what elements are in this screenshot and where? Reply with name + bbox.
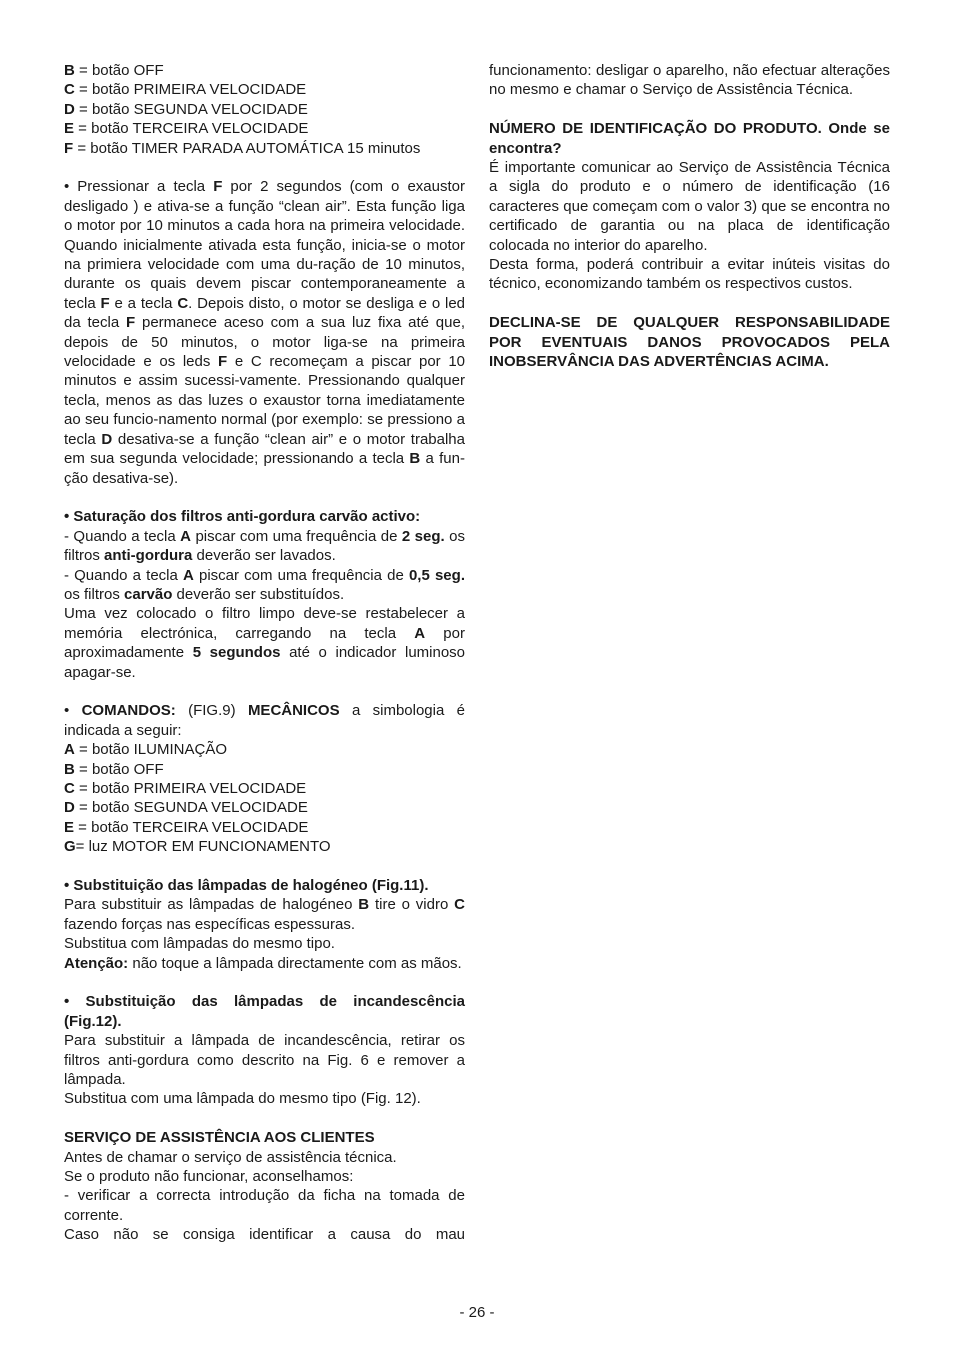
bold-text: A — [414, 624, 426, 642]
bold-text: D — [64, 100, 75, 118]
text: = botão TERCEIRA VELOCIDADE — [74, 818, 309, 836]
text: a simbologia é indicada a seguir: — [64, 702, 465, 739]
paragraph — [489, 158, 890, 255]
paragraph — [64, 604, 465, 682]
text: os filtros — [64, 585, 125, 603]
bold-text: 0,5 seg. — [408, 566, 465, 584]
text: (FIG.9) — [175, 702, 248, 720]
bold-text: • Substituição das lâmpadas de incandescência (Fig.12). — [64, 993, 465, 1030]
text: - Quando a tecla — [64, 566, 183, 584]
text: não toque a lâmpada directamente com as mãos. — [128, 954, 462, 972]
text: - verificar a correcta introdução da ficha na tomada de corrente. — [64, 1187, 465, 1224]
bold-text: MECÂNICOS — [247, 702, 340, 720]
bold-text: A — [180, 527, 191, 545]
text: a fun-ção desativa-se). — [64, 450, 465, 487]
bold-text: F — [213, 178, 223, 196]
paragraph — [489, 61, 890, 100]
text: fazendo forças nas específicas espessuras. — [64, 915, 355, 933]
paragraph — [64, 740, 465, 759]
paragraph — [64, 100, 465, 119]
text: Se o produto não funcionar, aconselhamos: — [64, 1168, 354, 1186]
text: Desta forma, poderá contribuir a evitar inúteis visitas do técnico, economizando também os respectivos custos. — [489, 256, 890, 293]
bold-text: B — [358, 896, 370, 914]
bold-text: DECLINA-SE DE QUALQUER RESPONSABILIDADE POR EVENTUAIS DANOS PROVOCADOS PELA INOBSERVÂNCIA DAS ADVERTÊNCIAS ACIMA. — [489, 314, 890, 371]
bold-text: anti-gordura — [104, 547, 193, 565]
paragraph — [64, 1225, 465, 1244]
paragraph — [489, 255, 890, 294]
paragraph — [489, 119, 890, 158]
text: os filtros — [64, 527, 465, 565]
text-block — [64, 876, 465, 973]
text-block — [489, 313, 890, 371]
text-block — [489, 61, 890, 100]
text: funcionamento: desligar o aparelho, não efectuar alterações no mesmo e chamar o Serviço de Assistência Técnica. — [489, 62, 890, 99]
text-block — [64, 61, 465, 158]
text: deverão ser lavados. — [192, 547, 336, 565]
paragraph — [64, 895, 465, 934]
paragraph — [64, 1089, 465, 1108]
paragraph — [64, 1128, 465, 1147]
paragraph — [489, 313, 890, 371]
text: Para substituir a lâmpada de incandescência, retirar os filtros anti-gordura como descrito na Fig. 6 e remover a lâmpada. — [64, 1032, 465, 1089]
text-block — [489, 119, 890, 294]
paragraph — [64, 119, 465, 138]
bold-text: 2 seg. — [401, 527, 445, 545]
text: = luz MOTOR EM FUNCIONAMENTO — [75, 838, 331, 856]
right-column — [489, 61, 890, 391]
paragraph — [64, 1148, 465, 1167]
text-block — [64, 507, 465, 682]
bold-text: A — [64, 741, 75, 759]
text: = botão ILUMINAÇÃO — [74, 741, 227, 759]
text: e a tecla — [109, 294, 178, 312]
page-number: - 26 - — [459, 1304, 495, 1321]
paragraph — [64, 818, 465, 837]
text: por 2 segundos (com o exaustor desligado ) e ativa-se a função “clean air”. Esta função liga o motor por 10 minutos a cada hora na primeira velocidade. Quando inicialmente ativada esta função, inicia-se o motor na primiera velocidade com uma du-ração de 10 minutos, durante os quais devem piscar contemporaneamente a tecla — [64, 178, 465, 312]
text: piscar com uma frequência de — [193, 566, 409, 584]
paragraph — [64, 760, 465, 779]
bold-text: Atenção: — [64, 954, 129, 972]
bold-text: D — [64, 799, 75, 817]
paragraph — [64, 934, 465, 953]
bold-text: SERVIÇO DE ASSISTÊNCIA AOS CLIENTES — [64, 1129, 375, 1147]
text: - Quando a tecla — [64, 527, 181, 545]
text: = botão OFF — [74, 62, 164, 79]
bold-text: E — [64, 818, 75, 836]
bold-text: C — [177, 294, 189, 312]
bold-text: D — [101, 430, 113, 448]
text: Substitua com uma lâmpada do mesmo tipo (Fig. 12). — [64, 1090, 421, 1108]
paragraph — [64, 1031, 465, 1089]
paragraph — [64, 139, 465, 158]
bold-text: B — [409, 450, 421, 468]
paragraph — [64, 701, 465, 740]
paragraph — [64, 992, 465, 1031]
paragraph — [64, 837, 465, 856]
text: = botão SEGUNDA VELOCIDADE — [74, 100, 308, 118]
text: piscar com uma frequência de — [191, 527, 402, 545]
bold-text: • Substituição das lâmpadas de halogéneo (Fig.11). — [64, 877, 429, 894]
text: • Pressionar a tecla — [64, 178, 214, 196]
bold-text: G — [64, 838, 76, 856]
paragraph — [64, 80, 465, 99]
paragraph — [64, 779, 465, 798]
text: desativa-se a função “clean air” e o motor trabalha em sua segunda velocidade; pressionando a tecla — [64, 430, 465, 468]
bold-text: C — [64, 81, 75, 99]
bold-text: carvão — [124, 585, 173, 603]
text-block — [64, 992, 465, 1108]
text-block — [64, 701, 465, 856]
text: • — [64, 702, 82, 720]
text: tire o vidro — [369, 896, 455, 914]
text: até o indicador luminoso apagar-se. — [64, 644, 466, 681]
text: e C recomeçam a piscar por 10 minutos e assim sucessi-vamente. Pressionando qualquer tecla, menos as das luzes o exaustor torna imediatamente ao seu funcio-namento normal (por exemplo: se pressiono a tecla — [64, 353, 466, 448]
text: Antes de chamar o serviço de assistência técnica. — [64, 1148, 397, 1166]
text-block — [64, 177, 465, 488]
text: Substitua com lâmpadas do mesmo tipo. — [64, 935, 335, 953]
paragraph — [64, 1167, 465, 1186]
text: = botão TERCEIRA VELOCIDADE — [74, 120, 309, 138]
bold-text: F — [100, 294, 110, 312]
text: = botão TIMER PARADA AUTOMÁTICA 15 minutos — [73, 139, 421, 157]
text: É importante comunicar ao Serviço de Assistência Técnica a sigla do produto e o número de identificação (16 caracteres que começam com o valor 3) que se encontra no certificado de garantia ou na placa de identificação colocada no interior do aparelho. — [489, 159, 890, 254]
bold-text: F — [218, 353, 228, 371]
bold-text: F — [126, 314, 136, 332]
left-column — [64, 61, 465, 1264]
bold-text: 5 segundos — [192, 644, 281, 662]
text: = botão SEGUNDA VELOCIDADE — [74, 799, 308, 817]
bold-text: C — [454, 896, 465, 914]
text: = botão OFF — [74, 760, 164, 778]
paragraph — [64, 507, 465, 526]
bold-text: COMANDOS: — [81, 702, 176, 720]
paragraph — [64, 61, 465, 80]
text: . Depois disto, o motor se desliga e o led da tecla — [64, 294, 465, 332]
paragraph — [64, 798, 465, 817]
bold-text: B — [64, 62, 75, 79]
text: por aproximadamente — [64, 624, 465, 662]
paragraph — [64, 527, 465, 566]
paragraph — [64, 177, 465, 488]
paragraph — [64, 566, 465, 605]
text: = botão PRIMEIRA VELOCIDADE — [74, 779, 307, 797]
paragraph — [64, 954, 465, 973]
text: = botão PRIMEIRA VELOCIDADE — [74, 81, 307, 99]
bold-text: C — [64, 779, 75, 797]
bold-text: B — [64, 760, 75, 778]
text: permanece aceso com a sua luz fixa até que, depois de 50 minutos, o motor liga-se na primeira velocidade e os leds — [64, 314, 465, 371]
paragraph — [64, 1186, 465, 1225]
text: Uma vez colocado o filtro limpo deve-se restabelecer a memória electrónica, carregando na tecla — [64, 605, 465, 642]
text: deverão ser substituídos. — [172, 585, 345, 603]
bold-text: F — [64, 139, 74, 157]
text-block — [64, 1128, 465, 1244]
bold-text: E — [64, 120, 75, 138]
bold-text: • Saturação dos filtros anti-gordura carvão activo: — [64, 508, 421, 526]
text: Para substituir as lâmpadas de halogéneo — [64, 896, 359, 914]
bold-text: NÚMERO DE IDENTIFICAÇÃO DO PRODUTO. Onde se encontra? — [489, 120, 890, 157]
text: Caso não se consiga identificar a causa do mau — [64, 1226, 465, 1244]
bold-text: A — [182, 566, 194, 584]
paragraph — [64, 876, 465, 895]
